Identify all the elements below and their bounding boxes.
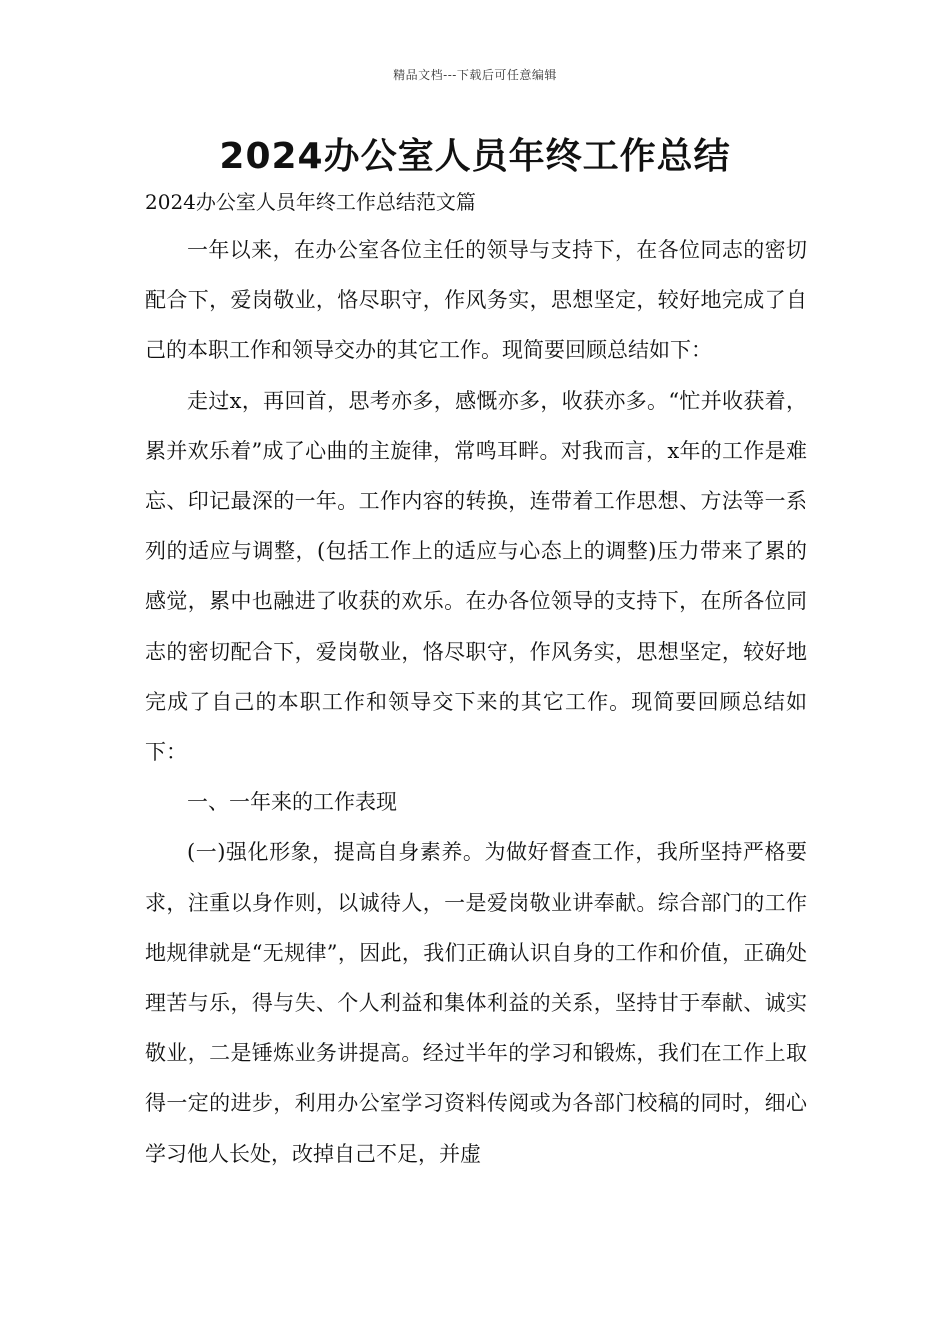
document-title: 2024办公室人员年终工作总结	[219, 136, 731, 177]
paragraph-section-one: (一)强化形象，提高自身素养。为做好督查工作，我所坚持严格要求，注重以身作则，以诚待人，一是爱岗敬业讲奉献。综合部门的工作地规律就是“无规律”，因此，我们正确认识自身的工作和价值，正确处理苦与乐，得与失、个人利益和集体利益的关系，坚持甘于奉献、诚实敬业，二是锤炼业务讲提高。经过半年的学习和锻炼，我们在工作上取得一定的进步，利用办公室学习资料传阅或为各部门校稿的同时，细心学习他人长处，改掉自己不足，并虚	[145, 840, 807, 1166]
document-subtitle: 2024办公室人员年终工作总结范文篇	[145, 190, 476, 214]
paragraph-intro: 一年以来，在办公室各位主任的领导与支持下，在各位同志的密切配合下，爱岗敬业，恪尽职守，作风务实，思想坚定，较好地完成了自己的本职工作和领导交办的其它工作。现简要回顾总结如下：	[145, 238, 807, 363]
document-body	[145, 225, 807, 1179]
paragraph-review: 走过x，再回首，思考亦多，感慨亦多，收获亦多。“忙并收获着，累并欢乐着”成了心曲的主旋律，常鸣耳畔。对我而言，x年的工作是难忘、印记最深的一年。工作内容的转换，连带着工作思想、方法等一系列的适应与调整，(包括工作上的适应与心态上的调整)压力带来了累的感觉，累中也融进了收获的欢乐。在办各位领导的支持下，在所各位同志的密切配合下，爱岗敬业，恪尽职守，作风务实，思想坚定，较好地完成了自己的本职工作和领导交下来的其它工作。现简要回顾总结如下：	[145, 388, 807, 765]
section-heading: 一、一年来的工作表现	[187, 790, 397, 815]
header-note: 精品文档---下载后可任意编辑	[393, 68, 557, 82]
